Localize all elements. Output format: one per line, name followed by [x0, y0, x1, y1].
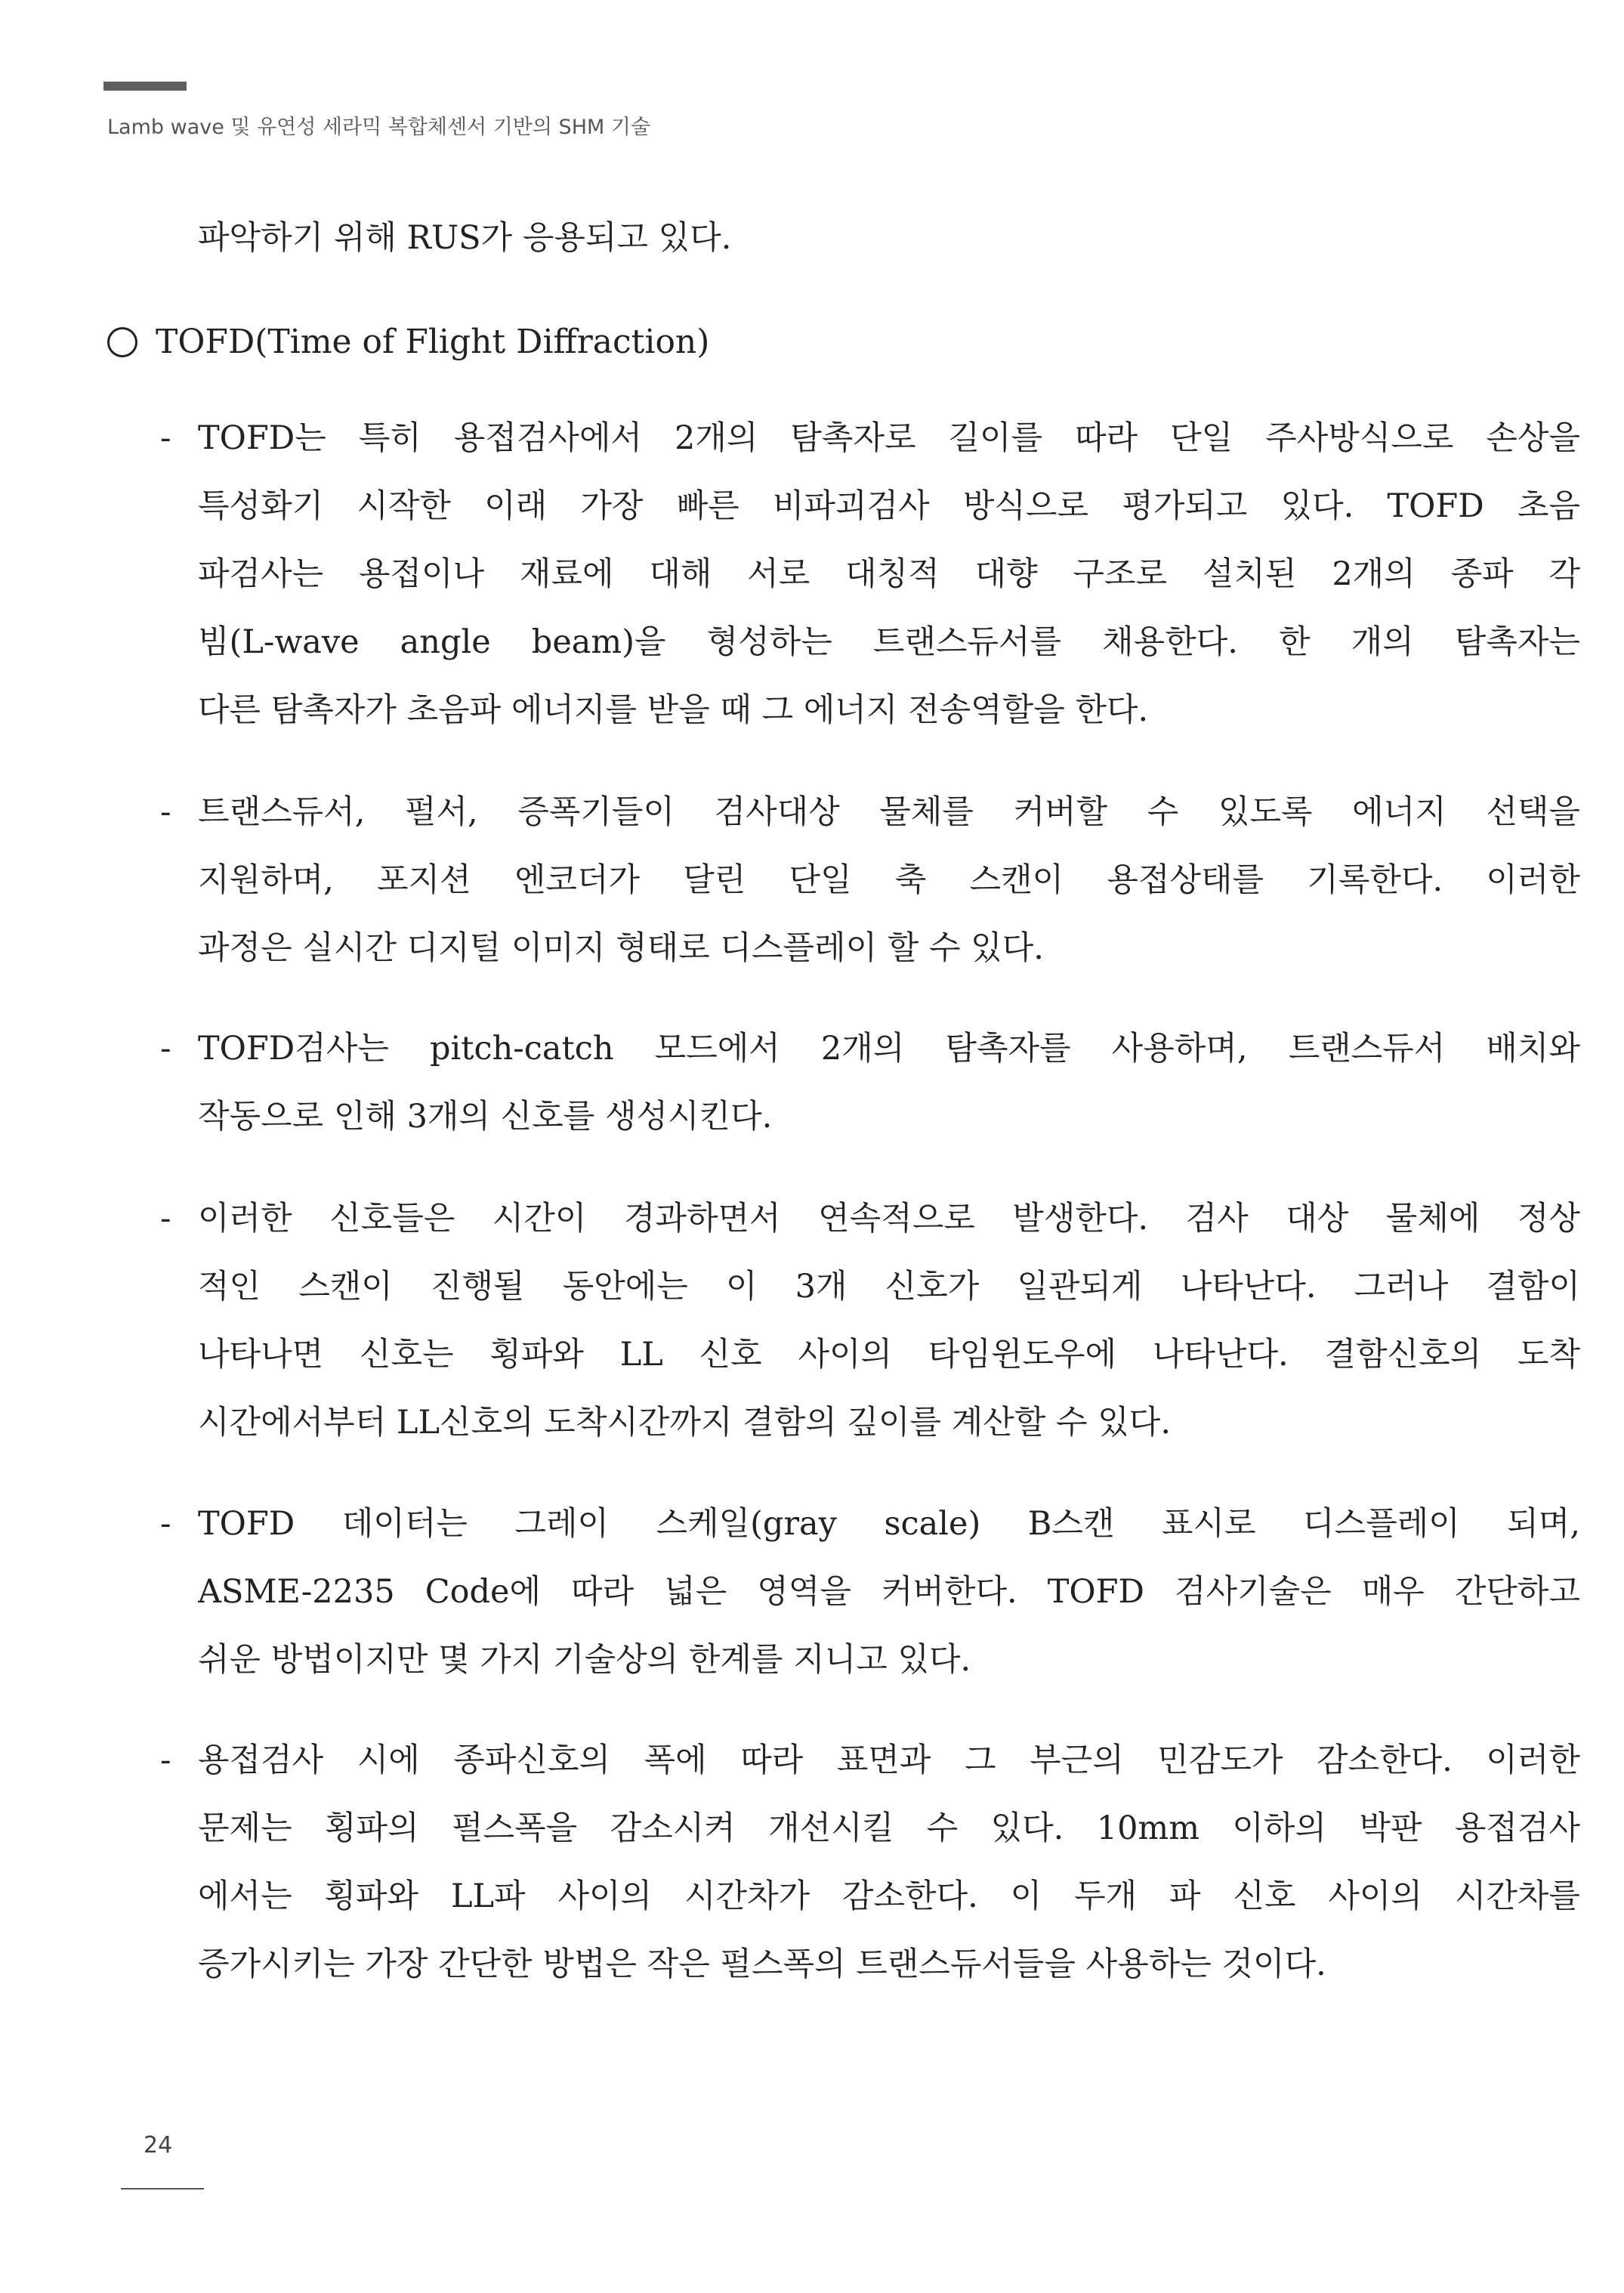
bullet-line: 파검사는 용접이나 재료에 대해 서로 대칭적 대향 구조로 설치된 2개의 종파 각	[198, 555, 1580, 593]
circle-bullet-icon	[107, 327, 137, 357]
bullet-1	[160, 404, 1580, 744]
bullet-line: 작동으로 인해 3개의 신호를 생성시킨다.	[198, 1098, 773, 1136]
bullet-body	[198, 404, 1580, 744]
bullet-line: 다른 탐촉자가 초음파 에너지를 받을 때 그 에너지 전송역할을 한다.	[198, 691, 1149, 729]
page-number: 24	[144, 2132, 173, 2159]
dash-marker: -	[160, 1741, 171, 1779]
bullet-4	[160, 1185, 1580, 1457]
bullet-line: 적인 스캔이 진행될 동안에는 이 3개 신호가 일관되게 나타난다. 그러나 결함이	[198, 1268, 1580, 1306]
section-title: TOFD(Time of Flight Diffraction)	[156, 323, 710, 361]
intro-line: 파악하기 위해 RUS가 응용되고 있다.	[198, 219, 732, 257]
dash-marker: -	[160, 1505, 171, 1543]
header-rule	[103, 82, 187, 91]
footer-rule	[121, 2188, 204, 2189]
bullet-line: 쉬운 방법이지만 몇 가지 기술상의 한계를 지니고 있다.	[198, 1641, 971, 1679]
bullet-body	[198, 1185, 1580, 1457]
bullet-body	[198, 1015, 1580, 1151]
running-header: Lamb wave 및 유연성 세라믹 복합체센서 기반의 SHM 기술	[107, 116, 651, 139]
bullet-line: 트랜스듀서, 펄서, 증폭기들이 검사대상 물체를 커버할 수 있도록 에너지 선택을	[198, 793, 1580, 831]
bullet-line: 이러한 신호들은 시간이 경과하면서 연속적으로 발생한다. 검사 대상 물체에 정상	[198, 1200, 1580, 1238]
section-heading	[107, 308, 709, 376]
bullet-line: 특성화기 시작한 이래 가장 빠른 비파괴검사 방식으로 평가되고 있다. TOFD 초음	[198, 487, 1580, 525]
bullet-3	[160, 1015, 1580, 1151]
bullet-body	[198, 1490, 1580, 1694]
bullet-line: 증가시키는 가장 간단한 방법은 작은 펄스폭의 트랜스듀서들을 사용하는 것이다.	[198, 1945, 1326, 1983]
bullet-2	[160, 778, 1580, 982]
bullet-line: 용접검사 시에 종파신호의 폭에 따라 표면과 그 부근의 민감도가 감소한다. 이러한	[198, 1741, 1580, 1779]
dash-marker: -	[160, 793, 171, 831]
bullet-line: 빔(L-wave angle beam)을 형성하는 트랜스듀서를 채용한다. 한 개의 탐촉자는	[198, 623, 1580, 661]
bullet-line: TOFD 데이터는 그레이 스케일(gray scale) B스캔 표시로 디스플레이 되며,	[198, 1505, 1580, 1543]
bullet-line: TOFD는 특히 용접검사에서 2개의 탐촉자로 길이를 따라 단일 주사방식으로 손상을	[198, 419, 1580, 457]
bullet-body	[198, 1726, 1580, 1998]
bullet-line: 나타나면 신호는 횡파와 LL 신호 사이의 타임윈도우에 나타난다. 결함신호의 도착	[198, 1336, 1580, 1374]
bullet-line: 문제는 횡파의 펄스폭을 감소시켜 개선시킬 수 있다. 10mm 이하의 박판 용접검사	[198, 1809, 1580, 1847]
bullet-line: 에서는 횡파와 LL파 사이의 시간차가 감소한다. 이 두개 파 신호 사이의 시간차를	[198, 1877, 1580, 1915]
bullet-line: TOFD검사는 pitch-catch 모드에서 2개의 탐촉자를 사용하며, 트랜스듀서 배치와	[198, 1030, 1580, 1068]
bullet-line: 지원하며, 포지션 엔코더가 달린 단일 축 스캔이 용접상태를 기록한다. 이러한	[198, 861, 1580, 899]
bullet-body	[198, 778, 1580, 982]
bullet-6	[160, 1726, 1580, 1998]
bullet-5	[160, 1490, 1580, 1694]
bullet-line: ASME-2235 Code에 따라 넓은 영역을 커버한다. TOFD 검사기술은 매우 간단하고	[198, 1573, 1580, 1611]
bullet-line: 과정은 실시간 디지털 이미지 형태로 디스플레이 할 수 있다.	[198, 929, 1044, 967]
dash-marker: -	[160, 419, 171, 457]
dash-marker: -	[160, 1200, 171, 1238]
bullet-line: 시간에서부터 LL신호의 도착시간까지 결함의 깊이를 계산할 수 있다.	[198, 1404, 1171, 1442]
dash-marker: -	[160, 1030, 171, 1068]
